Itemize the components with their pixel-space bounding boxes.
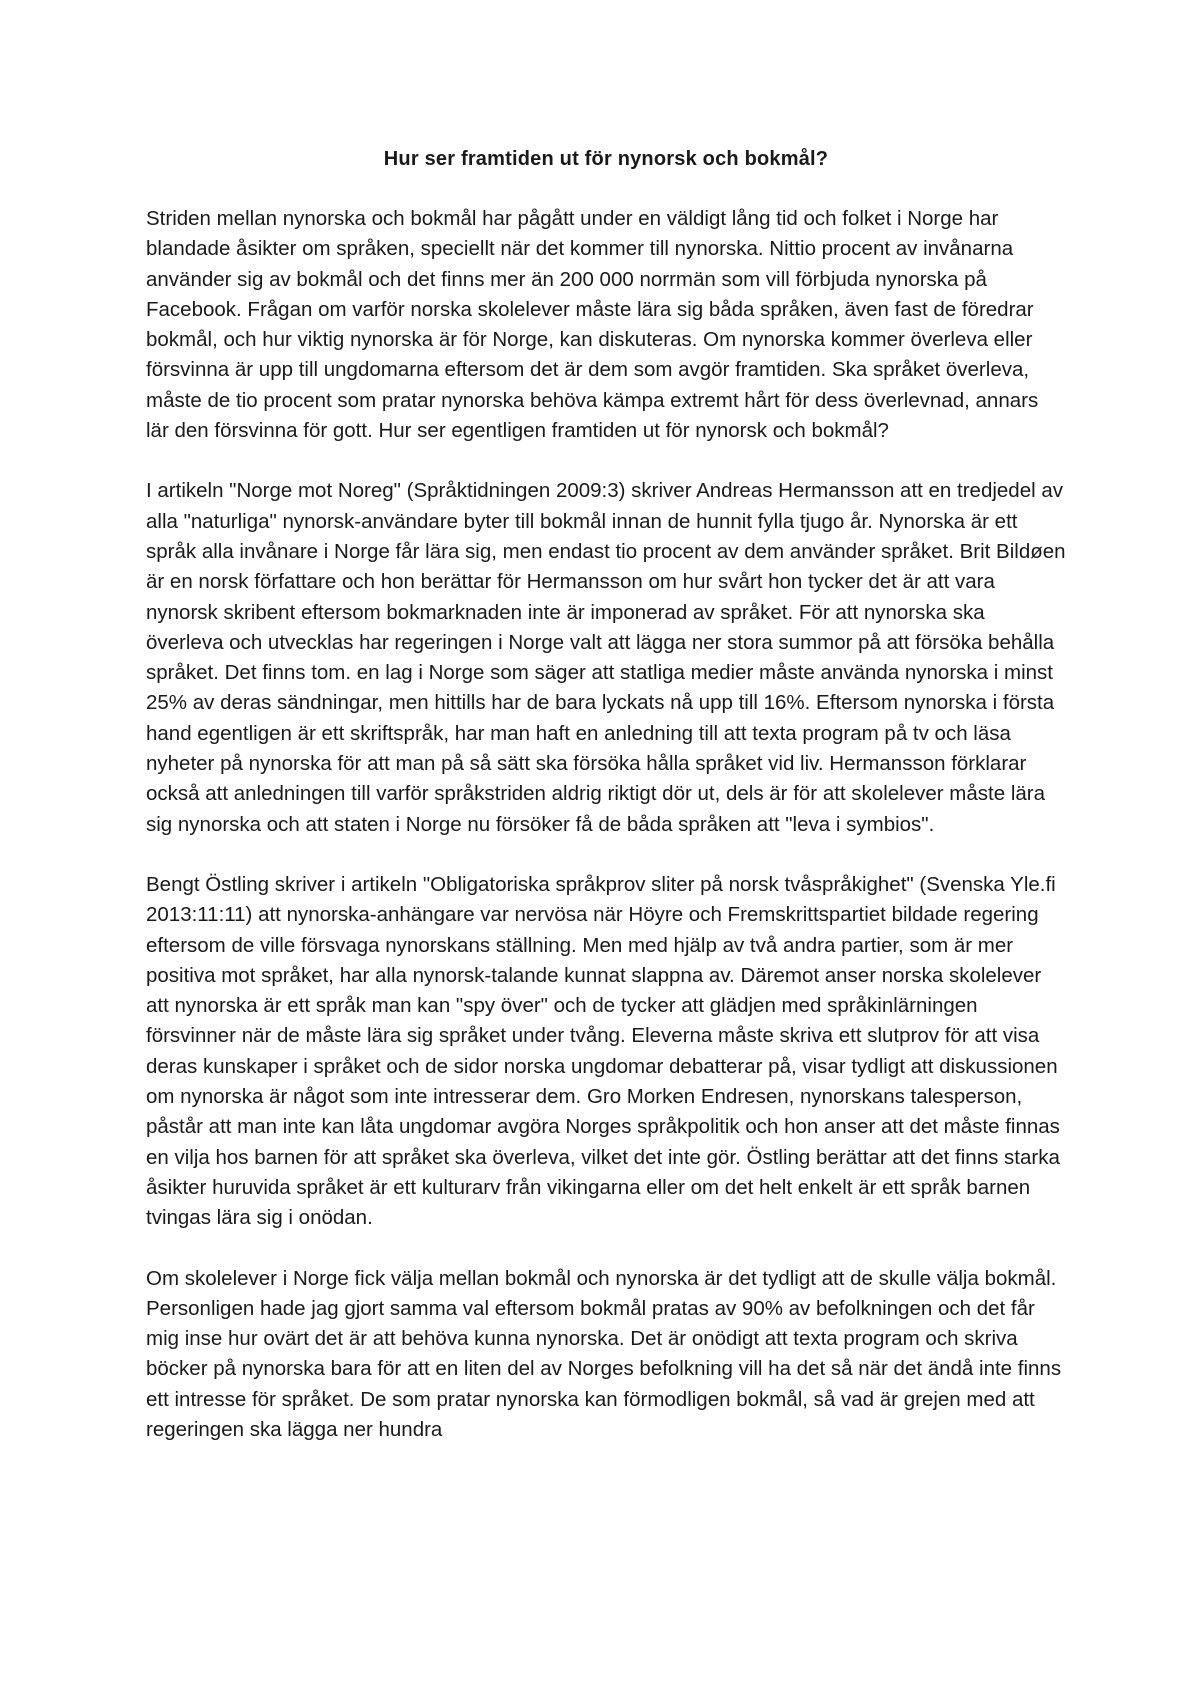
document-body — [146, 144, 1066, 1445]
paragraph-hermansson: I artikeln "Norge mot Noreg" (Språktidningen 2009:3) skriver Andreas Hermansson att en tredjedel av alla "naturliga" nynorsk-användare byter till bokmål innan de hunnit fylla tjugo år. Nynorska är ett språk alla invånare i Norge får lära sig, men endast tio procent av dem använder språket. Brit Bildøen är en norsk författare och hon berättar för Hermansson om hur svårt hon tycker det är att vara nynorsk skribent eftersom bokmarknaden inte är imponerad av språket. För att nynorska ska överleva och utvecklas har regeringen i Norge valt att lägga ner stora summor på att försöka behålla språket. Det finns tom. en lag i Norge som säger att statliga medier måste använda nynorska i minst 25% av deras sändningar, men hittills har de bara lyckats nå upp till 16%. Eftersom nynorska i första hand egentligen är ett skriftspråk, har man haft en anledning till att texta program på tv och läsa nyheter på nynorska för att man på så sätt ska försöka hålla språket vid liv. Hermansson förklarar också att anledningen till varför språkstriden aldrig riktigt dör ut, dels är för att skolelever måste lära sig nynorska och att staten i Norge nu försöker få de båda språken att "leva i symbios". — [146, 479, 1066, 836]
paragraph-intro: Striden mellan nynorska och bokmål har pågått under en väldigt lång tid och folket i Norge har blandade åsikter om språken, speciellt när det kommer till nynorska. Nittio procent av invånarna använder sig av bokmål och det finns mer än 200 000 norrmän som vill förbjuda nynorska på Facebook. Frågan om varför norska skolelever måste lära sig båda språken, även fast de föredrar bokmål, och hur viktig nynorska är för Norge, kan diskuteras. Om nynorska kommer överleva eller försvinna är upp till ungdomarna eftersom det är dem som avgör framtiden. Ska språket överleva, måste de tio procent som pratar nynorska behöva kämpa extremt hårt för dess överlevnad, annars lär den försvinna för gott. Hur ser egentligen framtiden ut för nynorsk och bokmål? — [146, 207, 1039, 443]
paragraph-opinion: Om skolelever i Norge fick välja mellan bokmål och nynorska är det tydligt att de skulle välja bokmål. Personligen hade jag gjort samma val eftersom bokmål pratas av 90% av befolkningen och det får mig inse hur ovärt det är att behöva kunna nynorska. Det är onödigt att texta program och skriva böcker på nynorska bara för att en liten del av Norges befolkning vill ha det så när det ändå inte finns ett intresse för språket. De som pratar nynorska kan förmodligen bokmål, så vad är grejen med att regeringen ska lägga ner hundra — [146, 1266, 1062, 1441]
document-title: Hur ser framtiden ut för nynorsk och bokmål? — [383, 148, 829, 170]
paragraph-ostling: Bengt Östling skriver i artikeln "Obligatoriska språkprov sliter på norsk tvåspråkighet" (Svenska Yle.fi 2013:11:11) att nynorska-anhängare var nervösa när Höyre och Fremskrittspartiet bildade regering eftersom de ville försvaga nynorskans ställning. Men med hjälp av två andra partier, som är mer positiva mot språket, har alla nynorsk-talande kunnat slappna av. Däremot anser norska skolelever att nynorska är ett språk man kan "spy över" och de tycker att glädjen med språkinlärningen försvinner när de måste lära sig språket under tvång. Eleverna måste skriva ett slutprov för att visa deras kunskaper i språket och de sidor norska ungdomar debatterar på, visar tydligt att diskussionen om nynorska är något som inte intresserar dem. Gro Morken Endresen, nynorskans talesperson, påstår att man inte kan låta ungdomar avgöra Norges språkpolitik och hon anser att det måste finnas en vilja hos barnen för att språket ska överleva, vilket det inte gör. Östling berättar att det finns starka åsikter huruvida språket är ett kulturarv från vikingarna eller om det helt enkelt är ett språk barnen tvingas lära sig i onödan. — [146, 872, 1060, 1230]
